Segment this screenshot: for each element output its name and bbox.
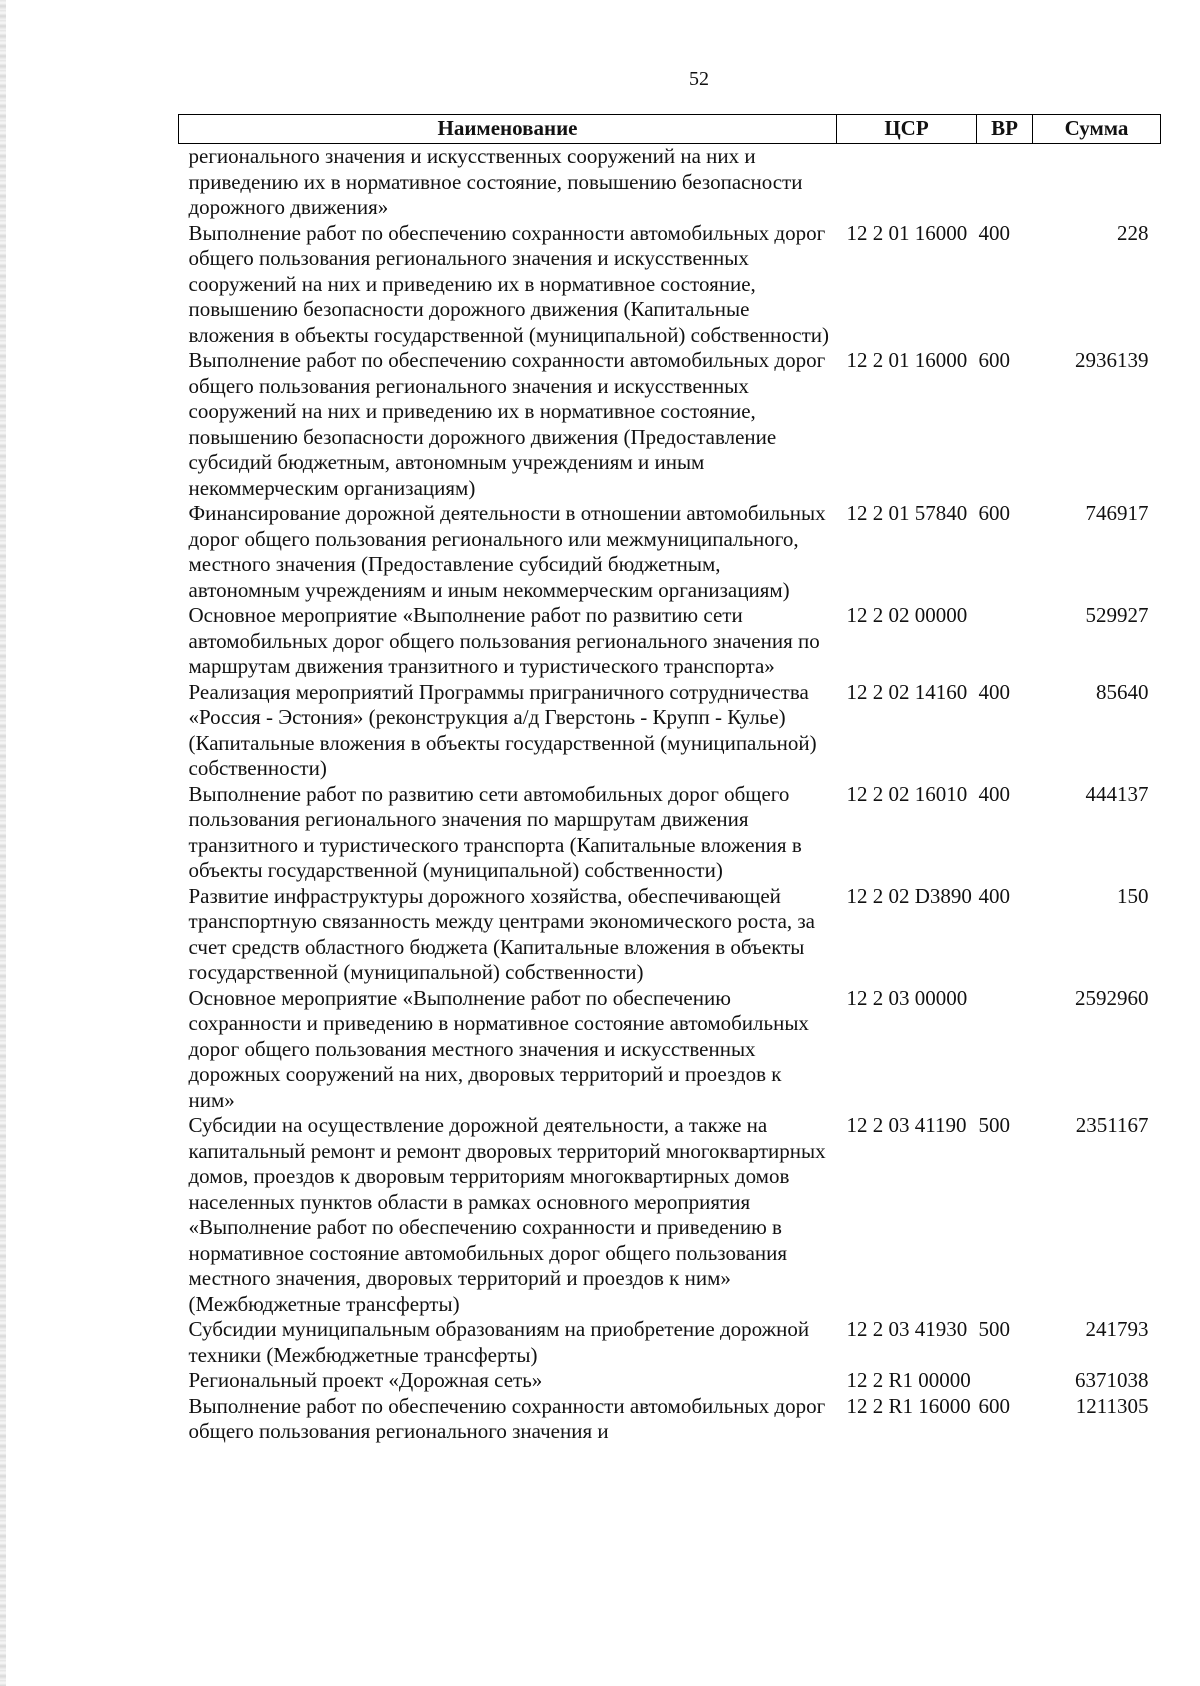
row-csr: 12 2 R1 16000 [846,1393,971,1418]
row-name: регионального значения и искусственных сооружений на них и приведению их в нормативное состояние, повышению безопасности дорожного движения» [188,144,803,219]
header-row [179,115,1161,144]
header-vr: ВР [977,115,1033,144]
row-csr: 12 2 02 00000 [846,603,968,627]
row-sum: 444137 [1085,781,1149,806]
row-name: Реализация мероприятий Программы приграничного сотрудничества «Россия - Эстония» (реконструкция а/д Гверстонь - Крупп - Кулье) (Капитальные вложения в объекты государственной (муниципальной) собственности) [188,679,817,780]
row-sum: 2351167 [1075,1113,1149,1137]
row-csr: 12 2 03 00000 [846,985,968,1010]
row-csr: 12 2 01 16000 [846,220,968,245]
row-sum [1033,144,1161,221]
row-sum: 529927 [1085,603,1149,627]
row-name: Региональный проект «Дорожная сеть» [188,1368,543,1392]
row-name: Выполнение работ по обеспечению сохранности автомобильных дорог общего пользования регионального значения и искусственных сооружений на них и приведению их в нормативное состояние, повышению безопасности дорожного движения (Капитальные вложения в объекты государственной (муниципальной) собственности) [188,220,830,347]
table-row [179,221,1161,349]
budget-table [178,114,1161,1445]
row-sum: 150 [1117,883,1149,908]
table-header [179,115,1161,144]
row-csr: 12 2 02 D3890 [846,883,972,908]
row-csr: 12 2 01 57840 [846,501,968,525]
row-csr: 12 2 02 14160 [846,679,968,704]
row-name: Выполнение работ по обеспечению сохранности автомобильных дорог общего пользования регионального значения и [188,1393,826,1443]
row-vr: 600 [978,1393,1010,1418]
row-name: Финансирование дорожной деятельности в отношении автомобильных дорог общего пользования регионального или межмуниципального, местного значения (Предоставление субсидий бюджетным, автономным учреждениям и иным некоммерческим организациям) [188,501,826,602]
page-number: 52 [689,68,709,90]
row-name: Выполнение работ по обеспечению сохранности автомобильных дорог общего пользования регионального значения и искусственных сооружений на них и приведению их в нормативное состояние, повышению безопасности дорожного движения (Предоставление субсидий бюджетным, автономным учреждениям и иным некоммерческим организациям) [188,348,826,500]
table-row [179,1394,1161,1445]
row-vr: 600 [978,348,1010,372]
header-sum: Сумма [1033,115,1161,144]
row-vr [977,603,1033,680]
row-sum: 228 [1117,220,1149,245]
row-vr: 400 [978,781,1010,806]
row-vr: 500 [978,1113,1010,1137]
table-row [179,1317,1161,1368]
row-sum: 6371038 [1075,1368,1149,1392]
table-row [179,1113,1161,1317]
row-name: Субсидии на осуществление дорожной деятельности, а также на капитальный ремонт и ремонт дворовых территорий многоквартирных домов, проездов к дворовым территориям многоквартирных домов населенных пунктов области в рамках основного мероприятия «Выполнение работ по обеспечению сохранности и приведению в нормативное состояние автомобильных дорог общего пользования местного значения, дворовых территорий и проездов к ним» (Межбюджетные трансферты) [188,1113,826,1316]
row-vr: 400 [978,883,1010,908]
row-sum: 746917 [1085,501,1149,525]
row-csr: 12 2 03 41190 [846,1113,967,1137]
row-name: Основное мероприятие «Выполнение работ по обеспечению сохранности и приведению в нормативное состояние автомобильных дорог общего пользования местного значения и искусственных дорожных сооружений на них, дворовых территорий и проездов к ним» [188,985,809,1112]
row-sum: 2936139 [1075,348,1149,372]
row-sum: 1211305 [1075,1393,1149,1418]
row-vr: 500 [978,1317,1010,1341]
header-name: Наименование [179,115,837,144]
row-name: Развитие инфраструктуры дорожного хозяйства, обеспечивающей транспортную связанность между центрами экономического роста, за счет средств областного бюджета (Капитальные вложения в объекты государственной (муниципальной) собственности) [188,883,816,984]
row-csr: 12 2 01 16000 [846,348,968,372]
table-row [179,144,1161,221]
row-vr: 400 [978,679,1010,704]
header-csr: ЦСР [837,115,977,144]
row-sum: 2592960 [1075,985,1149,1010]
row-vr: 600 [978,501,1010,525]
row-vr [977,144,1033,221]
budget-table-container [178,114,1160,1445]
row-sum: 85640 [1096,679,1149,704]
table-row [179,501,1161,603]
row-vr [977,986,1033,1114]
table-row [179,986,1161,1114]
row-name: Субсидии муниципальным образованиям на приобретение дорожной техники (Межбюджетные трансферты) [188,1317,810,1367]
row-csr: 12 2 R1 00000 [846,1368,971,1392]
row-csr: 12 2 02 16010 [846,781,968,806]
table-row [179,348,1161,501]
row-name: Выполнение работ по развитию сети автомобильных дорог общего пользования регионального значения по маршрутам движения транзитного и туристического транспорта (Капитальные вложения в объекты государственной (муниципальной) собственности) [188,781,802,882]
table-row [179,782,1161,884]
table-row [179,1368,1161,1394]
row-name: Основное мероприятие «Выполнение работ по развитию сети автомобильных дорог общего пользования регионального значения по маршрутам движения транзитного и туристического транспорта» [188,603,820,678]
row-vr [977,1368,1033,1394]
table-row [179,680,1161,782]
table-body [179,144,1161,1445]
table-row [179,603,1161,680]
row-csr [837,144,977,221]
table-row [179,884,1161,986]
scan-edge [0,0,6,1686]
row-sum: 241793 [1085,1317,1149,1341]
row-csr: 12 2 03 41930 [846,1317,968,1341]
row-vr: 400 [978,220,1010,245]
